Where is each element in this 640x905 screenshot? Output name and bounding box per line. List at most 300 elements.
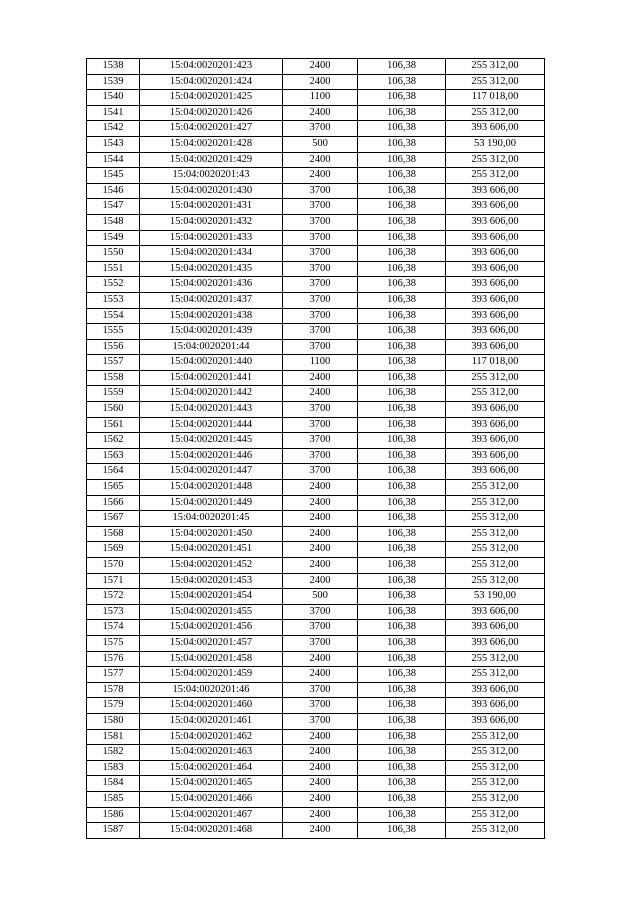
table-row (87, 573, 545, 589)
table-row (87, 105, 545, 121)
cadastral-number-cell: 15:04:0020201:443 (140, 402, 283, 418)
rate-cell: 106,38 (358, 791, 446, 807)
cadastral-number-cell: 15:04:0020201:464 (140, 760, 283, 776)
row-number-cell: 1540 (87, 90, 140, 106)
area-cell: 2400 (283, 667, 358, 683)
cadastral-number-cell: 15:04:0020201:460 (140, 698, 283, 714)
rate-cell: 106,38 (358, 355, 446, 371)
amount-cell: 255 312,00 (446, 791, 545, 807)
row-number-cell: 1577 (87, 667, 140, 683)
amount-cell: 255 312,00 (446, 807, 545, 823)
table-row (87, 776, 545, 792)
table-row (87, 807, 545, 823)
amount-cell: 393 606,00 (446, 698, 545, 714)
area-cell: 2400 (283, 573, 358, 589)
row-number-cell: 1564 (87, 464, 140, 480)
area-cell: 3700 (283, 433, 358, 449)
row-number-cell: 1544 (87, 152, 140, 168)
table-row (87, 402, 545, 418)
row-number-cell: 1551 (87, 261, 140, 277)
area-cell: 2400 (283, 651, 358, 667)
cadastral-number-cell: 15:04:0020201:423 (140, 59, 283, 75)
area-cell: 2400 (283, 791, 358, 807)
row-number-cell: 1548 (87, 214, 140, 230)
cadastral-number-cell: 15:04:0020201:461 (140, 713, 283, 729)
table-row (87, 745, 545, 761)
area-cell: 3700 (283, 417, 358, 433)
table-row (87, 635, 545, 651)
cadastral-number-cell: 15:04:0020201:442 (140, 386, 283, 402)
row-number-cell: 1554 (87, 308, 140, 324)
rate-cell: 106,38 (358, 292, 446, 308)
cadastral-number-cell: 15:04:0020201:428 (140, 136, 283, 152)
area-cell: 3700 (283, 230, 358, 246)
amount-cell: 255 312,00 (446, 729, 545, 745)
rate-cell: 106,38 (358, 246, 446, 262)
area-cell: 2400 (283, 168, 358, 184)
area-cell: 2400 (283, 807, 358, 823)
amount-cell: 255 312,00 (446, 526, 545, 542)
rate-cell: 106,38 (358, 682, 446, 698)
cadastral-number-cell: 15:04:0020201:432 (140, 214, 283, 230)
rate-cell: 106,38 (358, 698, 446, 714)
cadastral-number-cell: 15:04:0020201:45 (140, 511, 283, 527)
rate-cell: 106,38 (358, 448, 446, 464)
amount-cell: 53 190,00 (446, 589, 545, 605)
table-row (87, 823, 545, 839)
cadastral-number-cell: 15:04:0020201:454 (140, 589, 283, 605)
row-number-cell: 1570 (87, 558, 140, 574)
row-number-cell: 1559 (87, 386, 140, 402)
amount-cell: 393 606,00 (446, 464, 545, 480)
amount-cell: 393 606,00 (446, 199, 545, 215)
amount-cell: 255 312,00 (446, 651, 545, 667)
row-number-cell: 1557 (87, 355, 140, 371)
row-number-cell: 1550 (87, 246, 140, 262)
cadastral-number-cell: 15:04:0020201:450 (140, 526, 283, 542)
area-cell: 2400 (283, 511, 358, 527)
table-row (87, 136, 545, 152)
area-cell: 2400 (283, 152, 358, 168)
row-number-cell: 1579 (87, 698, 140, 714)
table-row (87, 183, 545, 199)
rate-cell: 106,38 (358, 776, 446, 792)
area-cell: 3700 (283, 402, 358, 418)
amount-cell: 393 606,00 (446, 604, 545, 620)
cadastral-number-cell: 15:04:0020201:445 (140, 433, 283, 449)
row-number-cell: 1571 (87, 573, 140, 589)
rate-cell: 106,38 (358, 511, 446, 527)
table-row (87, 760, 545, 776)
land-plot-table (86, 58, 545, 839)
rate-cell: 106,38 (358, 480, 446, 496)
cadastral-number-cell: 15:04:0020201:436 (140, 277, 283, 293)
amount-cell: 255 312,00 (446, 152, 545, 168)
row-number-cell: 1538 (87, 59, 140, 75)
area-cell: 2400 (283, 776, 358, 792)
amount-cell: 255 312,00 (446, 760, 545, 776)
amount-cell: 255 312,00 (446, 511, 545, 527)
rate-cell: 106,38 (358, 199, 446, 215)
area-cell: 1100 (283, 90, 358, 106)
amount-cell: 255 312,00 (446, 558, 545, 574)
area-cell: 2400 (283, 558, 358, 574)
area-cell: 3700 (283, 682, 358, 698)
cadastral-number-cell: 15:04:0020201:437 (140, 292, 283, 308)
table-row (87, 729, 545, 745)
area-cell: 500 (283, 589, 358, 605)
row-number-cell: 1582 (87, 745, 140, 761)
row-number-cell: 1565 (87, 480, 140, 496)
cadastral-number-cell: 15:04:0020201:425 (140, 90, 283, 106)
amount-cell: 255 312,00 (446, 386, 545, 402)
rate-cell: 106,38 (358, 573, 446, 589)
rate-cell: 106,38 (358, 183, 446, 199)
row-number-cell: 1568 (87, 526, 140, 542)
area-cell: 1100 (283, 355, 358, 371)
table-row (87, 230, 545, 246)
area-cell: 3700 (283, 635, 358, 651)
rate-cell: 106,38 (358, 495, 446, 511)
row-number-cell: 1542 (87, 121, 140, 137)
area-cell: 2400 (283, 526, 358, 542)
cadastral-number-cell: 15:04:0020201:447 (140, 464, 283, 480)
cadastral-number-cell: 15:04:0020201:449 (140, 495, 283, 511)
amount-cell: 117 018,00 (446, 355, 545, 371)
cadastral-number-cell: 15:04:0020201:463 (140, 745, 283, 761)
row-number-cell: 1558 (87, 370, 140, 386)
table-row (87, 558, 545, 574)
rate-cell: 106,38 (358, 604, 446, 620)
rate-cell: 106,38 (358, 261, 446, 277)
rate-cell: 106,38 (358, 136, 446, 152)
rate-cell: 106,38 (358, 760, 446, 776)
row-number-cell: 1584 (87, 776, 140, 792)
rate-cell: 106,38 (358, 339, 446, 355)
row-number-cell: 1567 (87, 511, 140, 527)
row-number-cell: 1556 (87, 339, 140, 355)
area-cell: 2400 (283, 760, 358, 776)
row-number-cell: 1561 (87, 417, 140, 433)
cadastral-number-cell: 15:04:0020201:457 (140, 635, 283, 651)
amount-cell: 255 312,00 (446, 59, 545, 75)
amount-cell: 255 312,00 (446, 823, 545, 839)
table-row (87, 308, 545, 324)
rate-cell: 106,38 (358, 823, 446, 839)
rate-cell: 106,38 (358, 324, 446, 340)
row-number-cell: 1547 (87, 199, 140, 215)
rate-cell: 106,38 (358, 59, 446, 75)
table-row (87, 214, 545, 230)
cadastral-number-cell: 15:04:0020201:429 (140, 152, 283, 168)
cadastral-number-cell: 15:04:0020201:451 (140, 542, 283, 558)
area-cell: 3700 (283, 713, 358, 729)
cadastral-number-cell: 15:04:0020201:467 (140, 807, 283, 823)
rate-cell: 106,38 (358, 277, 446, 293)
row-number-cell: 1586 (87, 807, 140, 823)
area-cell: 2400 (283, 105, 358, 121)
table-row (87, 417, 545, 433)
cadastral-number-cell: 15:04:0020201:424 (140, 74, 283, 90)
table-row (87, 261, 545, 277)
table-row (87, 682, 545, 698)
rate-cell: 106,38 (358, 589, 446, 605)
table-row (87, 480, 545, 496)
amount-cell: 393 606,00 (446, 339, 545, 355)
row-number-cell: 1555 (87, 324, 140, 340)
rate-cell: 106,38 (358, 152, 446, 168)
amount-cell: 393 606,00 (446, 183, 545, 199)
area-cell: 2400 (283, 495, 358, 511)
area-cell: 3700 (283, 277, 358, 293)
cadastral-number-cell: 15:04:0020201:430 (140, 183, 283, 199)
table-row (87, 292, 545, 308)
amount-cell: 53 190,00 (446, 136, 545, 152)
area-cell: 3700 (283, 464, 358, 480)
table-row (87, 604, 545, 620)
area-cell: 2400 (283, 729, 358, 745)
amount-cell: 393 606,00 (446, 292, 545, 308)
amount-cell: 393 606,00 (446, 230, 545, 246)
table-row (87, 152, 545, 168)
rate-cell: 106,38 (358, 729, 446, 745)
row-number-cell: 1574 (87, 620, 140, 636)
row-number-cell: 1583 (87, 760, 140, 776)
amount-cell: 393 606,00 (446, 620, 545, 636)
cadastral-number-cell: 15:04:0020201:440 (140, 355, 283, 371)
rate-cell: 106,38 (358, 667, 446, 683)
row-number-cell: 1552 (87, 277, 140, 293)
rate-cell: 106,38 (358, 308, 446, 324)
cadastral-number-cell: 15:04:0020201:439 (140, 324, 283, 340)
amount-cell: 393 606,00 (446, 308, 545, 324)
table-row (87, 355, 545, 371)
cadastral-number-cell: 15:04:0020201:43 (140, 168, 283, 184)
table-body (87, 59, 545, 839)
cadastral-number-cell: 15:04:0020201:431 (140, 199, 283, 215)
amount-cell: 393 606,00 (446, 433, 545, 449)
row-number-cell: 1587 (87, 823, 140, 839)
amount-cell: 393 606,00 (446, 324, 545, 340)
table-row (87, 339, 545, 355)
amount-cell: 255 312,00 (446, 573, 545, 589)
amount-cell: 393 606,00 (446, 448, 545, 464)
amount-cell: 255 312,00 (446, 542, 545, 558)
rate-cell: 106,38 (358, 402, 446, 418)
table-row (87, 542, 545, 558)
area-cell: 3700 (283, 620, 358, 636)
table-row (87, 90, 545, 106)
table-row (87, 464, 545, 480)
amount-cell: 255 312,00 (446, 480, 545, 496)
cadastral-number-cell: 15:04:0020201:453 (140, 573, 283, 589)
table-row (87, 370, 545, 386)
cadastral-number-cell: 15:04:0020201:465 (140, 776, 283, 792)
area-cell: 3700 (283, 698, 358, 714)
table-row (87, 324, 545, 340)
amount-cell: 117 018,00 (446, 90, 545, 106)
rate-cell: 106,38 (358, 807, 446, 823)
amount-cell: 393 606,00 (446, 214, 545, 230)
amount-cell: 393 606,00 (446, 261, 545, 277)
rate-cell: 106,38 (358, 620, 446, 636)
row-number-cell: 1541 (87, 105, 140, 121)
amount-cell: 255 312,00 (446, 74, 545, 90)
area-cell: 3700 (283, 292, 358, 308)
row-number-cell: 1545 (87, 168, 140, 184)
amount-cell: 393 606,00 (446, 277, 545, 293)
table-row (87, 667, 545, 683)
area-cell: 3700 (283, 183, 358, 199)
rate-cell: 106,38 (358, 433, 446, 449)
rate-cell: 106,38 (358, 713, 446, 729)
amount-cell: 393 606,00 (446, 682, 545, 698)
cadastral-number-cell: 15:04:0020201:456 (140, 620, 283, 636)
area-cell: 3700 (283, 324, 358, 340)
table-row (87, 433, 545, 449)
table-row (87, 495, 545, 511)
area-cell: 3700 (283, 339, 358, 355)
rate-cell: 106,38 (358, 370, 446, 386)
area-cell: 2400 (283, 745, 358, 761)
rate-cell: 106,38 (358, 121, 446, 137)
rate-cell: 106,38 (358, 651, 446, 667)
cadastral-number-cell: 15:04:0020201:444 (140, 417, 283, 433)
table-row (87, 199, 545, 215)
row-number-cell: 1566 (87, 495, 140, 511)
rate-cell: 106,38 (358, 542, 446, 558)
table-row (87, 277, 545, 293)
cadastral-number-cell: 15:04:0020201:433 (140, 230, 283, 246)
rate-cell: 106,38 (358, 417, 446, 433)
area-cell: 3700 (283, 308, 358, 324)
rate-cell: 106,38 (358, 74, 446, 90)
amount-cell: 255 312,00 (446, 495, 545, 511)
table-row (87, 74, 545, 90)
row-number-cell: 1563 (87, 448, 140, 464)
row-number-cell: 1539 (87, 74, 140, 90)
amount-cell: 393 606,00 (446, 402, 545, 418)
table-row (87, 121, 545, 137)
row-number-cell: 1560 (87, 402, 140, 418)
area-cell: 3700 (283, 604, 358, 620)
cadastral-number-cell: 15:04:0020201:435 (140, 261, 283, 277)
table-row (87, 168, 545, 184)
table-row (87, 246, 545, 262)
cadastral-number-cell: 15:04:0020201:44 (140, 339, 283, 355)
area-cell: 3700 (283, 246, 358, 262)
cadastral-number-cell: 15:04:0020201:468 (140, 823, 283, 839)
area-cell: 2400 (283, 823, 358, 839)
rate-cell: 106,38 (358, 386, 446, 402)
rate-cell: 106,38 (358, 558, 446, 574)
area-cell: 3700 (283, 199, 358, 215)
table-row (87, 651, 545, 667)
rate-cell: 106,38 (358, 214, 446, 230)
amount-cell: 255 312,00 (446, 168, 545, 184)
area-cell: 2400 (283, 386, 358, 402)
row-number-cell: 1581 (87, 729, 140, 745)
table-row (87, 59, 545, 75)
rate-cell: 106,38 (358, 230, 446, 246)
rate-cell: 106,38 (358, 105, 446, 121)
cadastral-number-cell: 15:04:0020201:459 (140, 667, 283, 683)
area-cell: 2400 (283, 542, 358, 558)
area-cell: 2400 (283, 74, 358, 90)
amount-cell: 393 606,00 (446, 713, 545, 729)
amount-cell: 393 606,00 (446, 246, 545, 262)
cadastral-number-cell: 15:04:0020201:448 (140, 480, 283, 496)
area-cell: 3700 (283, 214, 358, 230)
row-number-cell: 1572 (87, 589, 140, 605)
rate-cell: 106,38 (358, 526, 446, 542)
row-number-cell: 1553 (87, 292, 140, 308)
row-number-cell: 1543 (87, 136, 140, 152)
table-row (87, 526, 545, 542)
table-row (87, 589, 545, 605)
amount-cell: 255 312,00 (446, 745, 545, 761)
area-cell: 3700 (283, 448, 358, 464)
cadastral-number-cell: 15:04:0020201:426 (140, 105, 283, 121)
table-row (87, 448, 545, 464)
cadastral-number-cell: 15:04:0020201:462 (140, 729, 283, 745)
table-row (87, 386, 545, 402)
area-cell: 2400 (283, 59, 358, 75)
rate-cell: 106,38 (358, 90, 446, 106)
rate-cell: 106,38 (358, 745, 446, 761)
cadastral-number-cell: 15:04:0020201:438 (140, 308, 283, 324)
row-number-cell: 1573 (87, 604, 140, 620)
rate-cell: 106,38 (358, 168, 446, 184)
cadastral-number-cell: 15:04:0020201:441 (140, 370, 283, 386)
row-number-cell: 1569 (87, 542, 140, 558)
row-number-cell: 1546 (87, 183, 140, 199)
cadastral-number-cell: 15:04:0020201:466 (140, 791, 283, 807)
area-cell: 3700 (283, 121, 358, 137)
cadastral-number-cell: 15:04:0020201:455 (140, 604, 283, 620)
rate-cell: 106,38 (358, 635, 446, 651)
cadastral-number-cell: 15:04:0020201:46 (140, 682, 283, 698)
amount-cell: 255 312,00 (446, 370, 545, 386)
amount-cell: 393 606,00 (446, 635, 545, 651)
cadastral-number-cell: 15:04:0020201:452 (140, 558, 283, 574)
table-row (87, 791, 545, 807)
area-cell: 2400 (283, 480, 358, 496)
area-cell: 3700 (283, 261, 358, 277)
table-row (87, 698, 545, 714)
row-number-cell: 1576 (87, 651, 140, 667)
cadastral-number-cell: 15:04:0020201:434 (140, 246, 283, 262)
table-row (87, 511, 545, 527)
amount-cell: 393 606,00 (446, 121, 545, 137)
row-number-cell: 1575 (87, 635, 140, 651)
row-number-cell: 1549 (87, 230, 140, 246)
cadastral-number-cell: 15:04:0020201:446 (140, 448, 283, 464)
table-row (87, 620, 545, 636)
rate-cell: 106,38 (358, 464, 446, 480)
amount-cell: 393 606,00 (446, 417, 545, 433)
row-number-cell: 1585 (87, 791, 140, 807)
row-number-cell: 1578 (87, 682, 140, 698)
cadastral-number-cell: 15:04:0020201:427 (140, 121, 283, 137)
area-cell: 2400 (283, 370, 358, 386)
row-number-cell: 1562 (87, 433, 140, 449)
row-number-cell: 1580 (87, 713, 140, 729)
table-row (87, 713, 545, 729)
amount-cell: 255 312,00 (446, 667, 545, 683)
amount-cell: 255 312,00 (446, 105, 545, 121)
cadastral-number-cell: 15:04:0020201:458 (140, 651, 283, 667)
